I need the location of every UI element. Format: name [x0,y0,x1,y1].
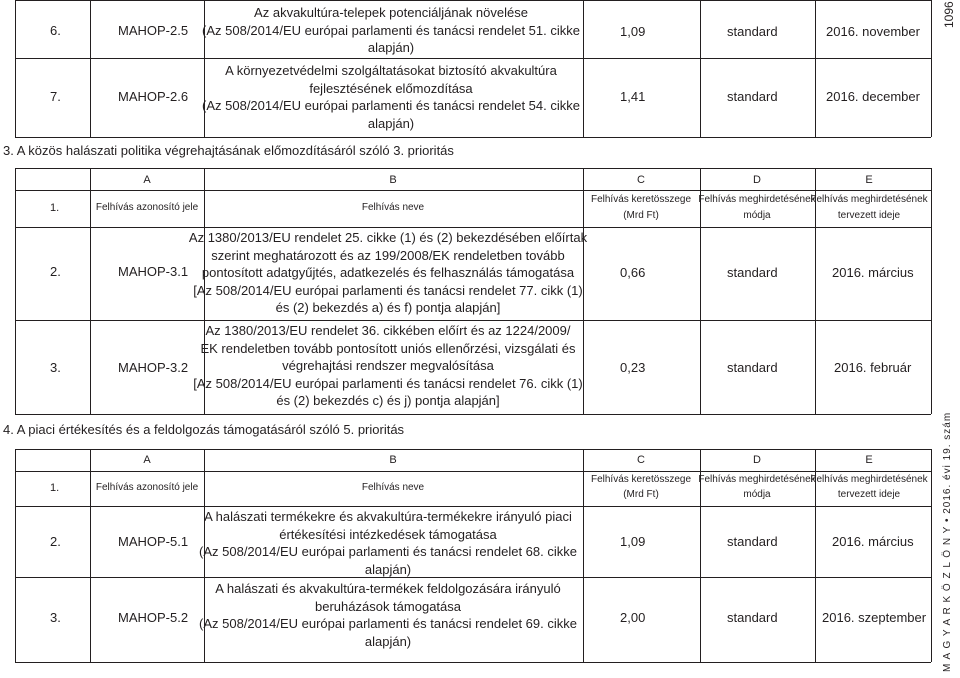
header-call-amount: Felhívás keretösszege [590,194,692,205]
row-number: 6. [50,23,61,38]
call-date: 2016. november [826,24,920,39]
call-amount: 1,41 [620,89,646,104]
header-call-date-2: tervezett ideje [837,210,901,221]
header-call-amount-unit: (Mrd Ft) [623,489,659,500]
header-row-number: 1. [50,482,60,494]
header-call-name: Felhívás neve [361,202,425,213]
header-call-id: Felhívás azonosító jele [95,482,199,493]
call-name: A halászati és akvakultúra-termékek feldolgozására irányuló beruházások támogatása (Az 508/2014/EU európai parlamenti és tanácsi rendelet 69. cikke alapján) [199,581,577,649]
header-call-name: Felhívás neve [361,482,425,493]
column-letter-d: D [753,454,761,466]
call-name: A halászati termékekre és akvakultúra-termékekre irányuló piaci értékesítési intézkedések támogatása (Az 508/2014/EU európai parlamenti és tanácsi rendelet 68. cikke alapján) [199,509,577,577]
row-number: 3. [50,610,61,625]
column-letter-a: A [143,174,151,186]
call-amount: 1,09 [620,534,646,549]
call-name: Az 1380/2013/EU rendelet 25. cikke (1) és (2) bekezdésében előírtak szerint meghatározott és az 199/2008/EK rendeletben tovább pontosított adatgyűjtés, adatkezelés és felhasználás támogatása [Az 508/2014/EU európai parlamenti és tanácsi rendelet 77. cikk (1) és (2) bekezdés a) és f) pontja alapján] [188,230,588,315]
header-call-mode-2: módja [743,210,771,221]
header-call-id: Felhívás azonosító jele [95,202,199,213]
journal-running-head: M A G Y A R K Ö Z L Ö N Y • 2016. évi 19. szám [942,411,953,672]
call-amount: 0,23 [620,360,646,375]
row-number: 7. [50,89,61,104]
call-mode: standard [727,89,778,104]
column-letter-b: B [389,174,397,186]
column-letter-c: C [637,454,645,466]
call-date: 2016. március [832,534,914,549]
row-number: 2. [50,264,61,279]
header-row-number: 1. [50,202,60,214]
call-name: Az 1380/2013/EU rendelet 36. cikkében előírt és az 1224/2009/ EK rendeletben tovább pontosított uniós ellenőrzési, vizsgálati és végrehajtási rendszer megvalósítása [Az 508/2014/EU európai parlamenti és tanácsi rendelet 76. cikk (1) és (2) bekezdés c) és j) pontja alapján] [193,323,583,408]
call-mode: standard [727,24,778,39]
column-letter-b: B [389,454,397,466]
row-number: 3. [50,360,61,375]
call-amount: 1,09 [620,24,646,39]
column-letter-e: E [865,174,873,186]
call-code: MAHOP-5.2 [118,610,189,625]
call-amount: 0,66 [620,265,646,280]
column-letter-d: D [753,174,761,186]
call-name: Az akvakultúra-telepek potenciáljának növelése (Az 508/2014/EU európai parlamenti és tanácsi rendelet 51. cikke alapján) [202,5,580,55]
call-amount: 2,00 [620,610,646,625]
section-title-3: 3. A közös halászati politika végrehajtásának előmozdításáról szóló 3. prioritás [3,143,454,158]
page-number: 1096 [942,1,956,28]
call-date: 2016. december [826,89,920,104]
header-call-mode: Felhívás meghirdetésének [698,194,816,205]
call-date: 2016. március [832,265,914,280]
call-code: MAHOP-2.6 [118,89,189,104]
column-letter-a: A [143,454,151,466]
call-mode: standard [727,265,778,280]
header-call-date: Felhívás meghirdetésének [810,474,928,485]
column-letter-e: E [865,454,873,466]
call-code: MAHOP-2.5 [118,23,189,38]
call-mode: standard [727,610,778,625]
call-code: MAHOP-3.1 [118,264,189,279]
header-call-amount-unit: (Mrd Ft) [623,210,659,221]
header-call-mode-2: módja [743,489,771,500]
section-title-4: 4. A piaci értékesítés és a feldolgozás támogatásáról szóló 5. prioritás [3,422,405,437]
call-mode: standard [727,360,778,375]
call-date: 2016. február [834,360,912,375]
header-call-date: Felhívás meghirdetésének [810,194,928,205]
header-call-amount: Felhívás keretösszege [590,474,692,485]
header-call-date-2: tervezett ideje [837,489,901,500]
header-call-mode: Felhívás meghirdetésének [698,474,816,485]
call-date: 2016. szeptember [822,610,927,625]
row-number: 2. [50,534,61,549]
call-code: MAHOP-5.1 [118,534,189,549]
column-letter-c: C [637,174,645,186]
call-mode: standard [727,534,778,549]
call-name: A környezetvédelmi szolgáltatásokat biztosító akvakultúra fejlesztésének előmozdítása (Az 508/2014/EU európai parlamenti és tanácsi rendelet 54. cikke alapján) [202,63,580,131]
call-code: MAHOP-3.2 [118,360,189,375]
